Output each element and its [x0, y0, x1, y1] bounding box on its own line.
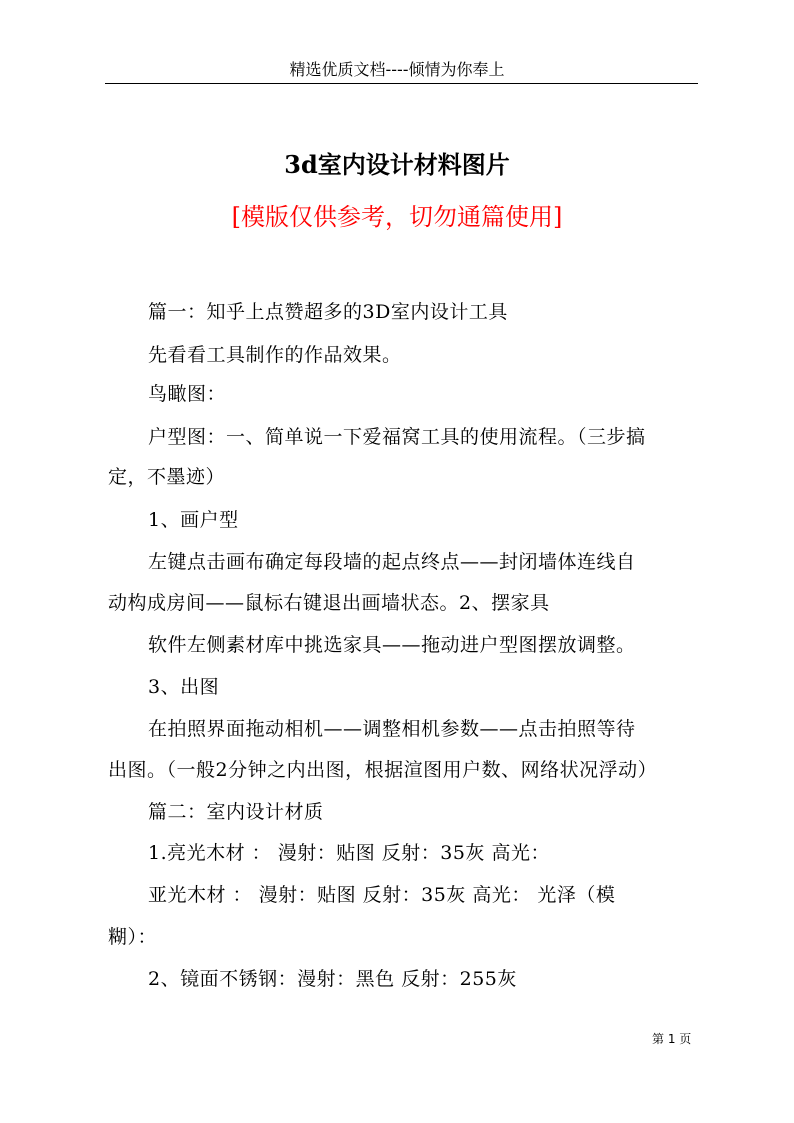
- paragraph-line: 户型图：一、简单说一下爱福窝工具的使用流程。（三步搞: [148, 426, 646, 448]
- document-subtitle: [模版仅供参考，切勿通篇使用]: [231, 203, 563, 231]
- paragraph-line: 左键点击画布确定每段墙的起点终点——封闭墙体连线自: [148, 551, 636, 573]
- paragraph-line: 动构成房间——鼠标右键退出画墙状态。2、摆家具: [108, 592, 550, 614]
- paragraph-line: 鸟瞰图：: [148, 383, 227, 405]
- paragraph-line: 先看看工具制作的作品效果。: [148, 344, 402, 366]
- paragraph-line: 2、镜面不锈钢：漫射：黑色 反射：255灰: [148, 968, 517, 990]
- paragraph-line: 3、出图: [148, 676, 220, 698]
- document-title: 3d室内设计材料图片: [284, 150, 510, 179]
- paragraph-line: 篇一：知乎上点赞超多的3D室内设计工具: [148, 301, 508, 323]
- page-number: 第 1 页: [652, 1032, 692, 1046]
- paragraph-line: 出图。（一般2分钟之内出图，根据渲图用户数、网络状况浮动）: [108, 759, 658, 781]
- paragraph-line: 定，不墨迹）: [108, 466, 226, 488]
- paragraph-line: 篇二：室内设计材质: [148, 801, 324, 823]
- paragraph-line: 糊）：: [108, 926, 158, 948]
- header-divider: [105, 83, 698, 84]
- paragraph-line: 1、画户型: [148, 509, 239, 531]
- paragraph-line: 1.亮光木材 ： 漫射：贴图 反射：35灰 高光：: [148, 842, 550, 864]
- paragraph-line: 软件左侧素材库中挑选家具——拖动进户型图摆放调整。: [148, 634, 636, 656]
- page-header: 精选优质文档----倾情为你奉上: [289, 60, 505, 79]
- paragraph-line: 在拍照界面拖动相机——调整相机参数——点击拍照等待: [148, 718, 636, 740]
- paragraph-line: 亚光木材 ： 漫射：贴图 反射：35灰 高光： 光泽（模: [148, 884, 616, 906]
